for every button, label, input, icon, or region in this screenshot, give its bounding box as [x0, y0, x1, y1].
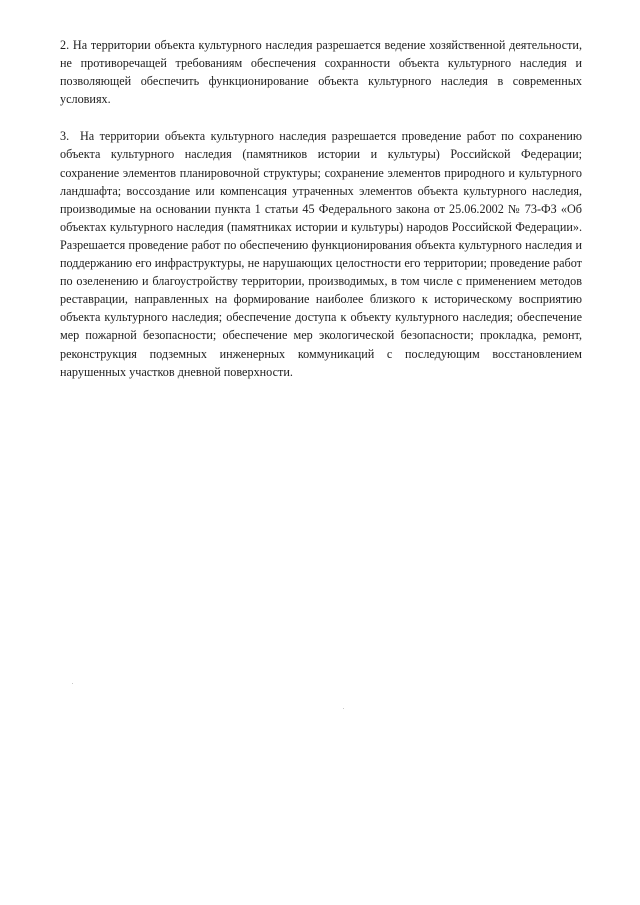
paragraph-2-text: На территории объекта культурного наследия разрешается ведение хозяйственной деятельности, не противоречащей требованиям обеспечения сохранности объекта культурного наследия и позволяющей обеспечить функционирование объекта культурного наследия в современных условиях.: [60, 38, 582, 107]
document-body: [60, 36, 582, 381]
paragraph-3-text: На территории объекта культурного наследия разрешается проведение работ по сохранению объекта культурного наследия (памятников истории и культуры) Российской Федерации; сохранение элементов планировочной структуры; сохранение элементов природного и культурного ландшафта; воссоздание или компенсация утраченных элементов объекта культурного наследия, производимые на основании пункта 1 статьи 45 Федерального закона от 25.06.2002 № 73-ФЗ «Об объектах культурного наследия (памятниках истории и культуры) народов Российской Федерации». Разрешается проведение работ по обеспечению функционирования объекта культурного наследия и поддержанию его инфраструктуры, не нарушающих целостности его территории; проведение работ по озеленению и благоустройству территории, производимых, в том числе с применением методов реставрации, направленных на формирование наиболее близкого к историческому восприятию объекта культурного наследия; обеспечение доступа к объекту культурного наследия; обеспечение мер пожарной безопасности; обеспечение мер экологической безопасности; прокладка, ремонт, реконструкция подземных инженерных коммуникаций с последующим восстановлением нарушенных участков дневной поверхности.: [60, 129, 582, 379]
scan-speck: [343, 708, 344, 709]
paragraph-3: [60, 127, 582, 380]
paragraph-3-number: 3.: [60, 129, 70, 144]
paragraph-2-number: 2.: [60, 38, 70, 52]
scan-speck: [72, 683, 73, 684]
paragraph-2: [60, 36, 582, 108]
